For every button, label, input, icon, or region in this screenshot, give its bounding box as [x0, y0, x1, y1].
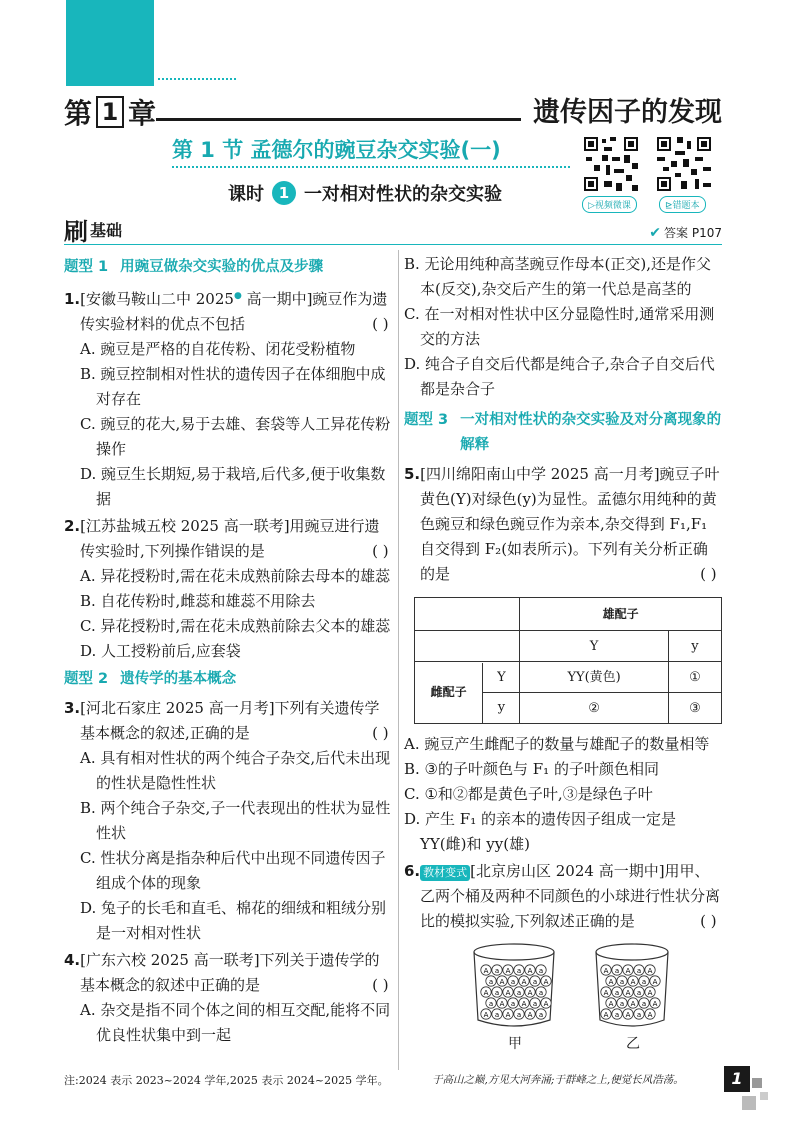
- option-d[interactable]: D. 豌豆生长期短,易于栽培,后代多,便于收集数据: [80, 465, 386, 508]
- question-number: 3.: [64, 699, 81, 717]
- lesson-heading: [228, 180, 502, 206]
- ball-letter: A: [499, 999, 505, 1008]
- lesson-prefix: 课时: [228, 184, 264, 205]
- ball-letter: a: [614, 966, 620, 975]
- question-stem: [404, 462, 722, 587]
- section-title: 第 1 节 孟德尔的豌豆杂交实验(一): [172, 138, 501, 162]
- ball-letter: A: [625, 966, 631, 975]
- option-b[interactable]: B. 两个纯合子杂交,子一代表现出的性状为显性性状: [80, 799, 391, 842]
- option-b[interactable]: B. 豌豆控制相对性状的遗传因子在体细胞中成对存在: [80, 365, 386, 408]
- question-3: [64, 696, 394, 946]
- answer-blank[interactable]: ( ): [700, 565, 717, 583]
- col-header-y: y: [668, 631, 721, 662]
- type-tag: 题型 3: [404, 412, 449, 428]
- brush-small: 基础: [90, 221, 123, 240]
- decorative-square: [742, 1096, 756, 1110]
- ball-letter: a: [636, 988, 642, 997]
- ball-letter: A: [527, 988, 533, 997]
- option-b[interactable]: B. ③的子叶颜色与 F₁ 的子叶颜色相同: [404, 760, 659, 778]
- qr-code-mistakes-icon[interactable]: [655, 134, 713, 194]
- ball-letter: a: [538, 966, 544, 975]
- question-number: 4.: [64, 951, 81, 969]
- answer-blank[interactable]: ( ): [372, 315, 389, 333]
- chapter-number: 1: [96, 96, 124, 128]
- qr-caption-video[interactable]: ▷视频微课: [582, 196, 637, 213]
- brush-big: 刷: [64, 218, 88, 246]
- question-number: 1.: [64, 290, 81, 308]
- female-gamete-header: 雌配子: [430, 685, 467, 699]
- ball-letter: a: [510, 999, 516, 1008]
- buckets-diagram: [404, 940, 704, 1032]
- ball-letter: A: [483, 966, 489, 975]
- type-heading-1: [64, 255, 394, 280]
- cell-YY: YY(黄色): [520, 662, 668, 693]
- option-c[interactable]: C. 豌豆的花大,易于去雄、套袋等人工异花传粉操作: [80, 415, 391, 458]
- table-corner: [415, 598, 520, 631]
- ball-letter: a: [494, 1010, 500, 1019]
- stem-part: [江苏盐城五校 2025 高一联考]用豌豆进行遗传实验时,下列操作错误的是: [80, 517, 380, 560]
- type-heading-3: [404, 408, 722, 458]
- cell-2: ②: [520, 693, 668, 724]
- ball-letter: a: [636, 1010, 642, 1019]
- question-1: [64, 284, 394, 512]
- right-column: [404, 252, 722, 1054]
- stem-part: [广东六校 2025 高一联考]下列关于遗传学的基本概念的叙述中正确的是: [80, 951, 380, 994]
- content-top-rule: [64, 244, 722, 245]
- question-6: [404, 859, 722, 1052]
- option-a[interactable]: A. 豌豆产生雌配子的数量与雄配子的数量相等: [404, 735, 710, 753]
- answer-blank[interactable]: ( ): [372, 724, 389, 742]
- option-d[interactable]: D. 产生 F₁ 的亲本的遗传因子组成一定是 YY(雌)和 yy(雄): [404, 810, 676, 853]
- ball-letter: A: [543, 977, 549, 986]
- check-icon: ✔: [649, 224, 662, 241]
- ball-letter: A: [625, 988, 631, 997]
- type-tag: 题型 2: [64, 671, 109, 687]
- decorative-square: [752, 1078, 762, 1088]
- question-stem: [64, 696, 394, 746]
- ball-letter: A: [647, 966, 653, 975]
- question-2: [64, 514, 394, 664]
- option-a[interactable]: A. 异花授粉时,需在花未成熟前除去母本的雄蕊: [80, 567, 391, 585]
- page-number: 1: [724, 1066, 750, 1092]
- type-title: 一对相对性状的杂交实验及对分离现象的解释: [460, 412, 722, 453]
- ball-letter: a: [641, 977, 647, 986]
- ball-letter: A: [505, 988, 511, 997]
- ball-letter: a: [641, 999, 647, 1008]
- ball-letter: A: [483, 1010, 489, 1019]
- ball-letter: A: [603, 988, 609, 997]
- cell-1: ①: [668, 662, 721, 693]
- ball-letter: a: [636, 966, 642, 975]
- column-divider: [398, 250, 399, 1070]
- ball-letter: a: [488, 999, 494, 1008]
- chapter-prefix: 第: [64, 97, 93, 130]
- ball-letter: A: [521, 999, 527, 1008]
- ball-letter: a: [488, 977, 494, 986]
- gamete-table: [414, 597, 722, 724]
- ball-letter: A: [527, 966, 533, 975]
- ball-letter: A: [608, 999, 614, 1008]
- ball-letter: a: [516, 1010, 522, 1019]
- row-header-Y: Y: [483, 663, 519, 694]
- stem-part: [河北石家庄 2025 高一月考]下列有关遗传学基本概念的叙述,正确的是: [80, 699, 380, 742]
- ball-letter: A: [652, 999, 658, 1008]
- type-heading-2: [64, 667, 394, 692]
- answer-blank[interactable]: ( ): [700, 912, 717, 930]
- ball-letter: A: [527, 1010, 533, 1019]
- stem-part: [四川绵阳南山中学 2025 高一月考]豌豆子叶黄色(Y)对绿色(y)为显性。孟德尔用纯种的黄色豌豆和绿色豌豆作为亲本,杂交得到 F₁,F₁ 自交得到 F₂(如表所示)。下列有关分析正确的是: [420, 465, 720, 583]
- left-column: [64, 252, 394, 1050]
- ball-letter: A: [603, 1010, 609, 1019]
- option-c[interactable]: C. 在一对相对性状中区分显隐性时,通常采用测交的方法: [404, 305, 715, 348]
- ball-letter: a: [532, 977, 538, 986]
- answer-reference: [649, 224, 722, 241]
- bucket-label-jia: 甲: [508, 1036, 522, 1052]
- decorative-square: [760, 1092, 768, 1100]
- ball-letter: a: [516, 988, 522, 997]
- option-d[interactable]: D. 人工授粉前后,应套袋: [80, 642, 241, 660]
- chapter-rule: [156, 118, 521, 121]
- ball-letter: A: [505, 966, 511, 975]
- qr-caption-mistakes[interactable]: ⊵错题本: [659, 196, 706, 213]
- ball-letter: a: [619, 999, 625, 1008]
- stem-part: [北京房山区 2024 高一期中]用甲、乙两个桶及两种不同颜色的小球进行性状分离比的模拟实验,下列叙述正确的是: [420, 862, 721, 930]
- chapter-suffix: 章: [128, 97, 157, 130]
- ball-letter: A: [505, 1010, 511, 1019]
- type-title: 用豌豆做杂交实验的优点及步骤: [120, 259, 324, 275]
- ball-letter: a: [494, 988, 500, 997]
- bucket-yi: [596, 944, 668, 1026]
- bucket-label-yi: 乙: [626, 1036, 640, 1052]
- footnote: 注:2024 表示 2023~2024 学年,2025 表示 2024~2025 学年。: [64, 1074, 389, 1087]
- question-stem: [64, 284, 394, 337]
- option-c[interactable]: C. 异花授粉时,需在花未成熟前除去父本的雄蕊: [80, 617, 391, 635]
- ball-letter: A: [483, 988, 489, 997]
- ball-letter: a: [532, 999, 538, 1008]
- stem-part: [安徽马鞍山二中 2025: [80, 290, 234, 308]
- ball-letter: A: [647, 1010, 653, 1019]
- table-corner: [415, 631, 520, 662]
- option-c[interactable]: C. 性状分离是指杂种后代中出现不同遗传因子组成个体的现象: [80, 849, 386, 892]
- ball-letter: A: [652, 977, 658, 986]
- lesson-number: 1: [272, 181, 296, 205]
- ball-letter: A: [630, 999, 636, 1008]
- ball-letter: A: [630, 977, 636, 986]
- chapter-title: 遗传因子的发现: [533, 97, 722, 128]
- ball-letter: a: [614, 1010, 620, 1019]
- option-b[interactable]: B. 自花传粉时,雌蕊和雄蕊不用除去: [80, 592, 316, 610]
- buckets-figure: [404, 940, 722, 1052]
- corner-color-block: [66, 0, 154, 86]
- lesson-title: 一对相对性状的杂交实验: [304, 184, 502, 205]
- variant-badge: 教材变式: [420, 865, 470, 881]
- option-b[interactable]: B. 无论用纯种高茎豌豆作母本(正交),还是作父本(反交),杂交后产生的第一代总是高茎的: [404, 255, 712, 298]
- ball-letter: A: [647, 988, 653, 997]
- question-5: [404, 462, 722, 857]
- ball-letter: a: [619, 977, 625, 986]
- answer-blank[interactable]: ( ): [372, 542, 389, 560]
- male-gamete-header: 雄配子: [520, 598, 722, 631]
- ball-letter: a: [516, 966, 522, 975]
- ball-letter: A: [608, 977, 614, 986]
- type-title: 遗传学的基本概念: [120, 671, 237, 687]
- question-stem: [64, 514, 394, 564]
- ball-letter: A: [499, 977, 505, 986]
- answer-page: 答案 P107: [664, 226, 722, 240]
- row-header-y: y: [497, 700, 506, 716]
- ball-letter: A: [603, 966, 609, 975]
- option-a[interactable]: A. 具有相对性状的两个纯合子杂交,后代未出现的性状是隐性性状: [80, 749, 391, 792]
- chapter-label: [64, 92, 156, 132]
- option-d[interactable]: D. 兔子的长毛和直毛、棉花的细绒和粗绒分别是一对相对性状: [80, 899, 387, 942]
- female-gamete-cell: [415, 662, 520, 724]
- option-c[interactable]: C. ①和②都是黄色子叶,③是绿色子叶: [404, 785, 653, 803]
- option-d[interactable]: D. 纯合子自交后代都是纯合子,杂合子自交后代都是杂合子: [404, 355, 715, 398]
- question-number: 6.: [404, 862, 421, 880]
- question-stem: [64, 948, 394, 998]
- ball-letter: A: [625, 1010, 631, 1019]
- ball-letter: a: [538, 988, 544, 997]
- question-number: 2.: [64, 517, 81, 535]
- option-a[interactable]: A. 豌豆是严格的自花传粉、闭花受粉植物: [80, 340, 356, 358]
- ball-letter: a: [494, 966, 500, 975]
- type-tag: 题型 1: [64, 259, 109, 275]
- year-marker-icon: ●: [233, 291, 242, 301]
- row-header-group: [482, 663, 519, 723]
- question-number: 5.: [404, 465, 421, 483]
- section-dots: [172, 166, 570, 168]
- ball-letter: A: [521, 977, 527, 986]
- stem-part: 高一期中]豌豆作为遗传实验材料的优点不包括: [80, 290, 388, 333]
- cell-3: ③: [668, 693, 721, 724]
- bucket-jia: [474, 944, 554, 1026]
- col-header-Y: Y: [520, 631, 668, 662]
- decorative-dots: [158, 78, 236, 80]
- ball-letter: A: [543, 999, 549, 1008]
- brush-basics-label: [64, 212, 122, 247]
- answer-blank[interactable]: ( ): [372, 976, 389, 994]
- qr-code-video-icon[interactable]: [582, 134, 640, 194]
- question-stem: [404, 859, 722, 934]
- question-4: [64, 948, 394, 1048]
- ball-letter: a: [614, 988, 620, 997]
- motto: 于高山之巅,方见大河奔涌;于群峰之上,便觉长风浩荡。: [432, 1074, 684, 1086]
- option-a[interactable]: A. 杂交是指不同个体之间的相互交配,能将不同优良性状集中到一起: [80, 1001, 391, 1044]
- ball-letter: a: [538, 1010, 544, 1019]
- ball-letter: a: [510, 977, 516, 986]
